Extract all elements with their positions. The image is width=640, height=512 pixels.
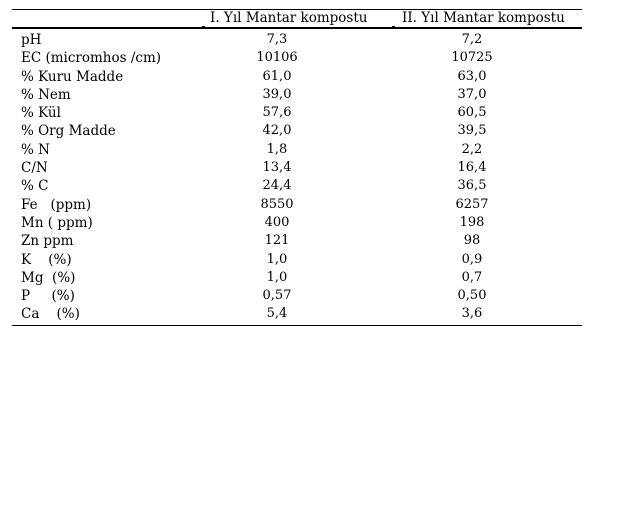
row-label: K (%) [21, 251, 72, 268]
header-year-2: II. Yıl Mantar kompostu [402, 10, 565, 26]
year-1-value: 10106 [256, 50, 298, 66]
year-1-value: 57,6 [262, 105, 292, 121]
table-row [12, 305, 582, 323]
year-1-value: 13,4 [262, 160, 292, 176]
year-2-value: 7,2 [461, 32, 483, 47]
year-1-value: 7,3 [266, 32, 288, 47]
table-row [12, 141, 582, 159]
row-label: Mn ( ppm) [21, 214, 93, 231]
year-1-value: 5,4 [266, 306, 288, 322]
year-1-value: 1,0 [266, 251, 288, 267]
row-label: % N [21, 141, 50, 158]
year-2-value: 3,6 [461, 306, 483, 322]
table-row [12, 251, 582, 269]
year-1-value: 42,0 [262, 123, 292, 139]
year-1-value: 400 [264, 214, 290, 230]
year-2-value: 0,50 [457, 288, 487, 304]
year-2-value: 36,5 [457, 178, 487, 194]
table-bottom-rule [12, 325, 582, 326]
year-2-value: 6257 [455, 196, 489, 212]
row-label: % Kuru Madde [21, 68, 124, 85]
table-row [12, 232, 582, 250]
year-2-value: 198 [459, 214, 485, 230]
table-row [12, 177, 582, 195]
year-1-value: 121 [264, 233, 290, 249]
year-1-value: 39,0 [262, 86, 292, 102]
table-row [12, 287, 582, 305]
table-row [12, 269, 582, 287]
table-header [12, 10, 582, 27]
table-body [12, 31, 582, 324]
year-2-value: 98 [463, 233, 481, 249]
year-2-value: 60,5 [457, 105, 487, 121]
table-row [12, 159, 582, 177]
year-2-value: 63,0 [457, 68, 487, 84]
row-label: Zn ppm [21, 233, 74, 250]
table-row [12, 214, 582, 232]
year-1-value: 61,0 [262, 68, 292, 84]
row-label: % Org Madde [21, 123, 116, 140]
table-row [12, 31, 582, 49]
header-year-1: I. Yıl Mantar kompostu [210, 10, 368, 26]
table-row [12, 49, 582, 67]
table-row [12, 104, 582, 122]
year-2-value: 0,7 [461, 269, 483, 285]
year-1-value: 0,57 [262, 288, 292, 304]
row-label: Fe (ppm) [21, 196, 92, 213]
row-label: Ca (%) [21, 306, 80, 323]
table-row [12, 196, 582, 214]
year-1-value: 1,8 [266, 141, 288, 157]
row-label: EC (micromhos /cm) [21, 50, 162, 67]
row-label: % Kül [21, 105, 61, 122]
row-label: C/N [21, 160, 48, 177]
year-1-value: 1,0 [266, 269, 288, 285]
row-label: pH [21, 32, 42, 48]
year-1-value: 24,4 [262, 178, 292, 194]
year-2-value: 37,0 [457, 86, 487, 102]
table-row [12, 68, 582, 86]
table-row [12, 122, 582, 140]
year-2-value: 0,9 [461, 251, 483, 267]
year-2-value: 39,5 [457, 123, 487, 139]
row-label: Mg (%) [21, 269, 76, 286]
year-2-value: 10725 [451, 50, 493, 66]
row-label: P (%) [21, 288, 75, 305]
year-2-value: 16,4 [457, 160, 487, 176]
year-1-value: 8550 [260, 196, 294, 212]
table-row [12, 86, 582, 104]
table-header-rule [12, 27, 582, 29]
row-label: % C [21, 178, 49, 195]
year-2-value: 2,2 [461, 141, 483, 157]
row-label: % Nem [21, 86, 71, 103]
